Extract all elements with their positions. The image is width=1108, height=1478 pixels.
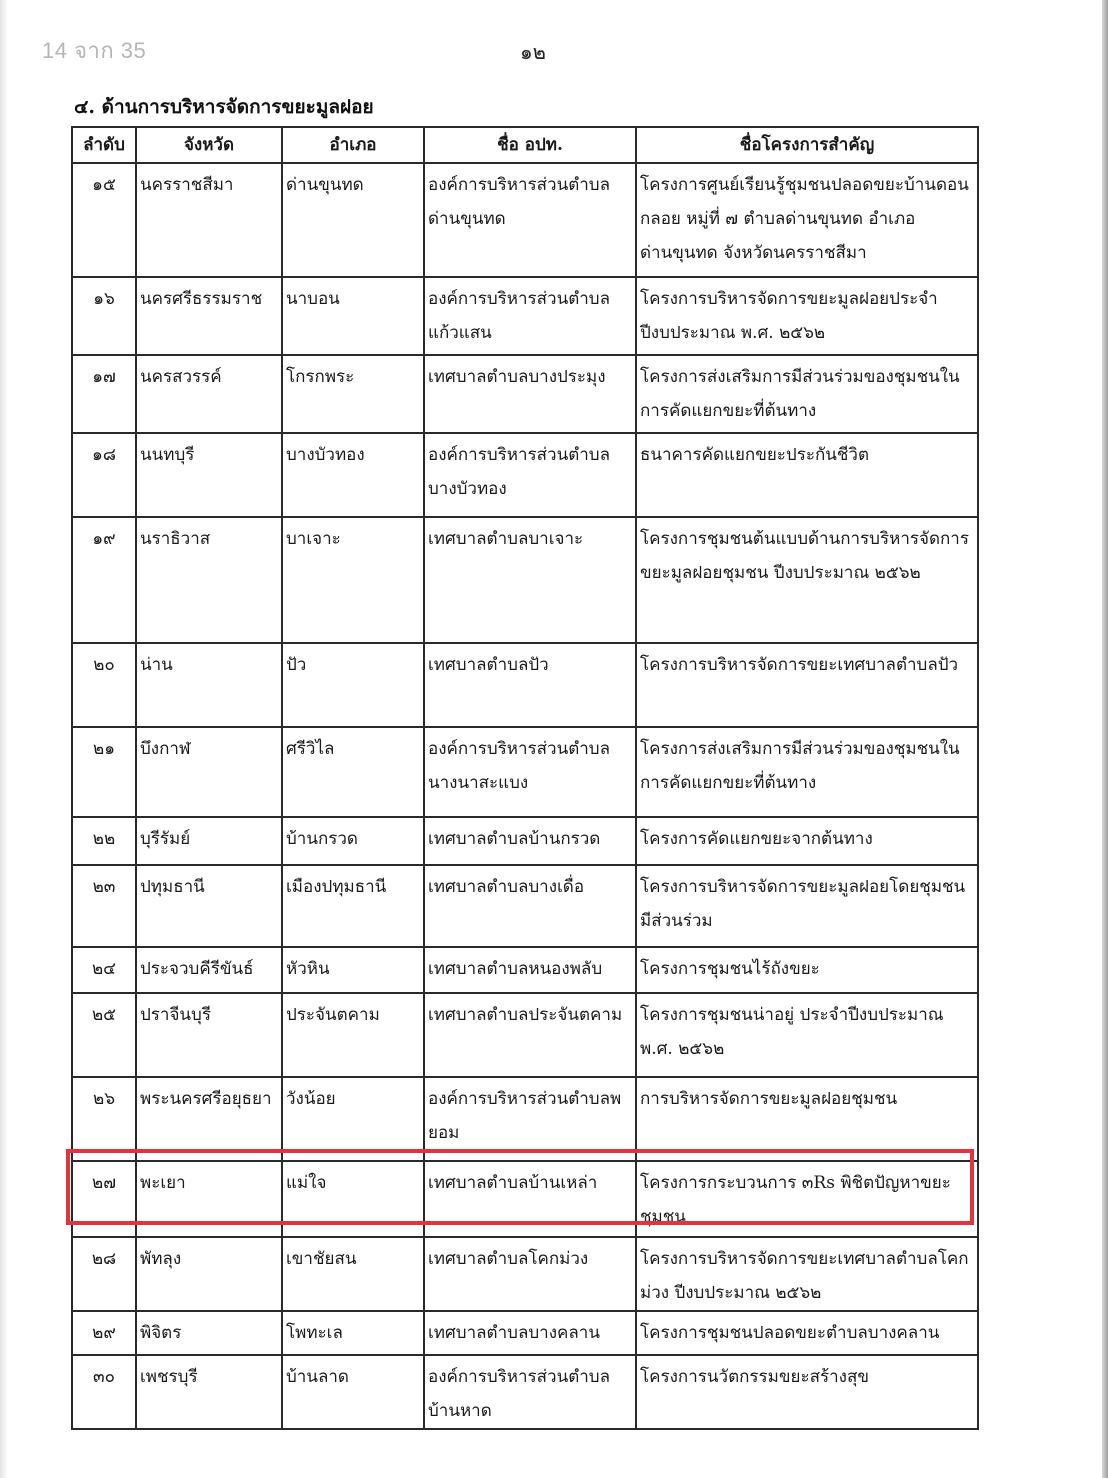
cell-province: นนทบุรี — [136, 433, 282, 517]
header-province: จังหวัด — [136, 127, 282, 163]
cell-province: ปราจีนบุรี — [136, 993, 282, 1077]
cell-order: ๓๐ — [72, 1355, 136, 1429]
table-row — [72, 1237, 978, 1311]
cell-order: ๒๐ — [72, 643, 136, 727]
cell-province: ปทุมธานี — [136, 865, 282, 947]
table-row — [72, 727, 978, 817]
header-project: ชื่อโครงการสำคัญ — [636, 127, 978, 163]
cell-district: บาเจาะ — [282, 517, 424, 643]
cell-province: พะเยา — [136, 1161, 282, 1237]
cell-organization: องค์การบริหารส่วนตำบลพยอม — [424, 1077, 636, 1161]
cell-order: ๒๗ — [72, 1161, 136, 1237]
cell-district: เมืองปทุมธานี — [282, 865, 424, 947]
page-edge-right — [1102, 0, 1108, 1478]
table-row — [72, 433, 978, 517]
cell-organization: เทศบาลตำบลโคกม่วง — [424, 1237, 636, 1311]
table-row — [72, 1355, 978, 1429]
project-table — [71, 126, 979, 1430]
cell-project: โครงการบริหารจัดการขยะเทศบาลตำบลปัว — [636, 643, 978, 727]
cell-project: โครงการชุมชนไร้ถังขยะ — [636, 947, 978, 993]
cell-district: โกรกพระ — [282, 355, 424, 433]
cell-province: บึงกาฬ — [136, 727, 282, 817]
cell-project: โครงการนวัตกรรมขยะสร้างสุข — [636, 1355, 978, 1429]
table-row — [72, 947, 978, 993]
cell-province: ประจวบคีรีขันธ์ — [136, 947, 282, 993]
cell-province: นครราชสีมา — [136, 163, 282, 277]
table-row — [72, 277, 978, 355]
cell-project: โครงการบริหารจัดการขยะมูลฝอยโดยชุมชนมีส่วนร่วม — [636, 865, 978, 947]
cell-order: ๑๙ — [72, 517, 136, 643]
cell-project: โครงการส่งเสริมการมีส่วนร่วมของชุมชนในการคัดแยกขยะที่ต้นทาง — [636, 727, 978, 817]
cell-district: หัวหิน — [282, 947, 424, 993]
header-district: อำเภอ — [282, 127, 424, 163]
cell-district: ปัว — [282, 643, 424, 727]
cell-organization: องค์การบริหารส่วนตำบลแก้วแสน — [424, 277, 636, 355]
cell-province: พิจิตร — [136, 1311, 282, 1355]
cell-order: ๒๓ — [72, 865, 136, 947]
cell-project: ธนาคารคัดแยกขยะประกันชีวิต — [636, 433, 978, 517]
cell-order: ๑๕ — [72, 163, 136, 277]
header-order: ลำดับ — [72, 127, 136, 163]
cell-district: แม่ใจ — [282, 1161, 424, 1237]
cell-province: นครศรีธรรมราช — [136, 277, 282, 355]
cell-district: บ้านกรวด — [282, 817, 424, 865]
cell-order: ๒๑ — [72, 727, 136, 817]
table-row — [72, 1311, 978, 1355]
cell-province: พระนครศรีอยุธยา — [136, 1077, 282, 1161]
cell-order: ๒๔ — [72, 947, 136, 993]
cell-order: ๒๕ — [72, 993, 136, 1077]
cell-project: โครงการบริหารจัดการขยะมูลฝอยประจำปีงบประมาณ พ.ศ. ๒๕๖๒ — [636, 277, 978, 355]
cell-district: นาบอน — [282, 277, 424, 355]
cell-order: ๒๖ — [72, 1077, 136, 1161]
table-row — [72, 643, 978, 727]
cell-district: ด่านขุนทด — [282, 163, 424, 277]
cell-project: โครงการชุมชนน่าอยู่ ประจำปีงบประมาณ พ.ศ. ๒๕๖๒ — [636, 993, 978, 1077]
cell-district: บ้านลาด — [282, 1355, 424, 1429]
table-row — [72, 865, 978, 947]
cell-organization: เทศบาลตำบลบางคลาน — [424, 1311, 636, 1355]
table-row — [72, 993, 978, 1077]
cell-project: โครงการคัดแยกขยะจากต้นทาง — [636, 817, 978, 865]
cell-organization: องค์การบริหารส่วนตำบลนางนาสะแบง — [424, 727, 636, 817]
cell-province: นราธิวาส — [136, 517, 282, 643]
cell-project: โครงการกระบวนการ ๓Rs พิชิตปัญหาขยะชุมชน — [636, 1161, 978, 1237]
header-organization: ชื่อ อปท. — [424, 127, 636, 163]
cell-province: พัทลุง — [136, 1237, 282, 1311]
table-row — [72, 817, 978, 865]
cell-order: ๒๘ — [72, 1237, 136, 1311]
cell-province: น่าน — [136, 643, 282, 727]
table-header-row — [72, 127, 978, 163]
cell-organization: องค์การบริหารส่วนตำบลด่านขุนทด — [424, 163, 636, 277]
cell-province: นครสวรรค์ — [136, 355, 282, 433]
cell-organization: เทศบาลตำบลปัว — [424, 643, 636, 727]
cell-organization: องค์การบริหารส่วนตำบลบางบัวทอง — [424, 433, 636, 517]
cell-organization: เทศบาลตำบลบาเจาะ — [424, 517, 636, 643]
page-edge-left — [0, 0, 8, 1478]
cell-order: ๒๙ — [72, 1311, 136, 1355]
cell-order: ๒๒ — [72, 817, 136, 865]
table-row — [72, 355, 978, 433]
cell-organization: เทศบาลตำบลบ้านเหล่า — [424, 1161, 636, 1237]
cell-district: บางบัวทอง — [282, 433, 424, 517]
cell-district: เขาชัยสน — [282, 1237, 424, 1311]
cell-organization: องค์การบริหารส่วนตำบลบ้านหาด — [424, 1355, 636, 1429]
table-body — [72, 163, 978, 1429]
table-row — [72, 517, 978, 643]
cell-project: การบริหารจัดการขยะมูลฝอยชุมชน — [636, 1077, 978, 1161]
table-row — [72, 1077, 978, 1161]
cell-project: โครงการศูนย์เรียนรู้ชุมชนปลอดขยะบ้านดอนกลอย หมู่ที่ ๗ ตำบลด่านขุนทด อำเภอด่านขุนทด จังหวัดนครราชสีมา — [636, 163, 978, 277]
cell-organization: เทศบาลตำบลบ้านกรวด — [424, 817, 636, 865]
cell-organization: เทศบาลตำบลบางเดื่อ — [424, 865, 636, 947]
cell-project: โครงการส่งเสริมการมีส่วนร่วมของชุมชนในการคัดแยกขยะที่ต้นทาง — [636, 355, 978, 433]
cell-district: ประจันตคาม — [282, 993, 424, 1077]
page-number: ๑๒ — [520, 40, 546, 64]
cell-organization: เทศบาลตำบลบางประมุง — [424, 355, 636, 433]
cell-organization: เทศบาลตำบลหนองพลับ — [424, 947, 636, 993]
cell-order: ๑๗ — [72, 355, 136, 433]
cell-order: ๑๘ — [72, 433, 136, 517]
cell-district: โพทะเล — [282, 1311, 424, 1355]
table-row — [72, 163, 978, 277]
cell-district: ศรีวิไล — [282, 727, 424, 817]
cell-province: บุรีรัมย์ — [136, 817, 282, 865]
cell-order: ๑๖ — [72, 277, 136, 355]
cell-project: โครงการบริหารจัดการขยะเทศบาลตำบลโคกม่วง ปีงบประมาณ ๒๕๖๒ — [636, 1237, 978, 1311]
cell-project: โครงการชุมชนต้นแบบด้านการบริหารจัดการขยะมูลฝอยชุมชน ปีงบประมาณ ๒๕๖๒ — [636, 517, 978, 643]
page-indicator: 14 จาก 35 — [28, 34, 160, 68]
cell-organization: เทศบาลตำบลประจันตคาม — [424, 993, 636, 1077]
table-row — [72, 1161, 978, 1237]
cell-project: โครงการชุมชนปลอดขยะตำบลบางคลาน — [636, 1311, 978, 1355]
cell-district: วังน้อย — [282, 1077, 424, 1161]
cell-province: เพชรบุรี — [136, 1355, 282, 1429]
section-heading: ๔. ด้านการบริหารจัดการขยะมูลฝอย — [74, 96, 374, 118]
